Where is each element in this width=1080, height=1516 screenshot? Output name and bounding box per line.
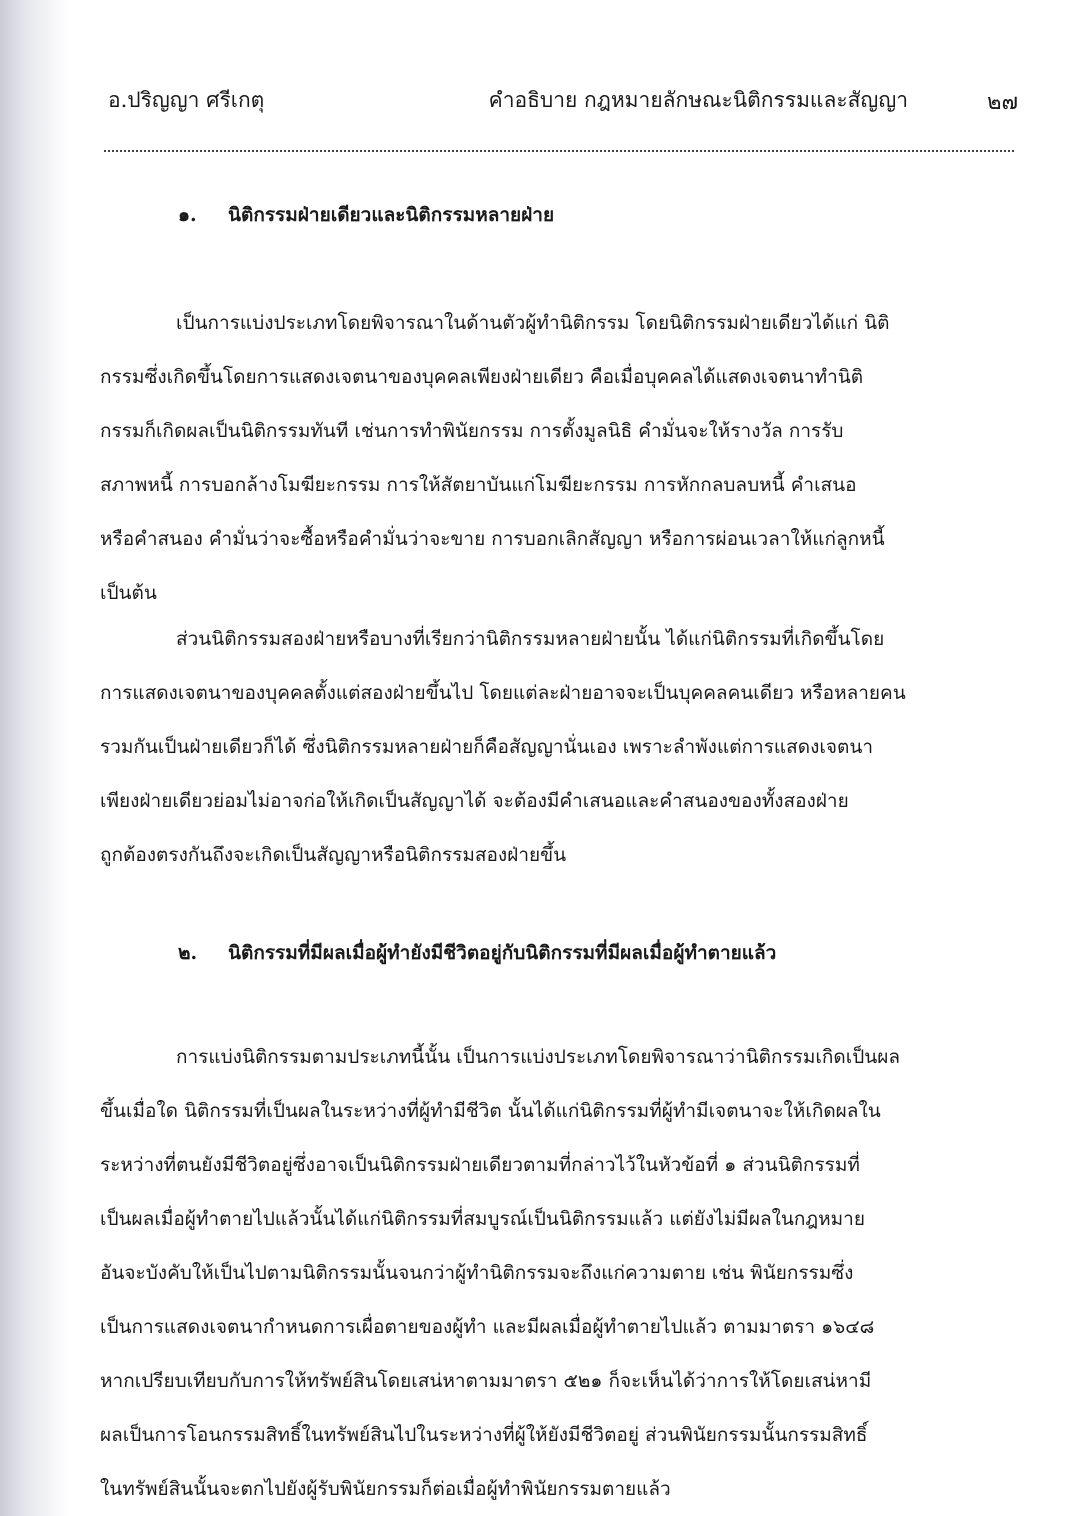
text-line: เพียงฝ่ายเดียวย่อมไม่อาจก่อให้เกิดเป็นสัญญาได้ จะต้องมีคำเสนอและคำสนองของทั้งสองฝ่าย xyxy=(100,790,849,812)
text-line: ขึ้นเมื่อใด นิติกรรมที่เป็นผลในระหว่างที่ผู้ทำมีชีวิต นั้นได้แก่นิติกรรมที่ผู้ทำมีเจตนาจะให้เกิดผลใน xyxy=(100,1100,881,1122)
text-line: สภาพหนี้ การบอกล้างโมฆียะกรรม การให้สัตยาบันแก่โมฆียะกรรม การหักกลบลบหนี้ คำเสนอ xyxy=(100,474,857,496)
section-2-number: ๒. xyxy=(178,942,198,964)
text-line: การแบ่งนิติกรรมตามประเภทนี้นั้น เป็นการแบ่งประเภทโดยพิจารณาว่านิติกรรมเกิดเป็นผล xyxy=(176,1046,901,1068)
section-2-title: นิติกรรมที่มีผลเมื่อผู้ทำยังมีชีวิตอยู่กับนิติกรรมที่มีผลเมื่อผู้ทำตายแล้ว xyxy=(228,942,777,964)
text-line: เป็นผลเมื่อผู้ทำตายไปแล้วนั้นได้แก่นิติกรรมที่สมบูรณ์เป็นนิติกรรมแล้ว แต่ยังไม่มีผลในกฎหมาย xyxy=(100,1208,865,1230)
header-author: อ.ปริญญา ศรีเกตุ xyxy=(108,88,265,112)
text-line: ในทรัพย์สินนั้นจะตกไปยังผู้รับพินัยกรรมก็ต่อเมื่อผู้ทำพินัยกรรมตายแล้ว xyxy=(100,1478,671,1500)
text-line: เป็นการแบ่งประเภทโดยพิจารณาในด้านตัวผู้ทำนิติกรรม โดยนิติกรรมฝ่ายเดียวได้แก่ นิติ xyxy=(176,312,890,334)
text-line: ถูกต้องตรงกันถึงจะเกิดเป็นสัญญาหรือนิติกรรมสองฝ่ายขึ้น xyxy=(100,844,567,866)
page-number: ๒๗ xyxy=(986,90,1018,115)
text-line: การแสดงเจตนาของบุคคลตั้งแต่สองฝ่ายขึ้นไป โดยแต่ละฝ่ายอาจจะเป็นบุคคลคนเดียว หรือหลายคน xyxy=(100,682,906,704)
section-1-heading xyxy=(178,200,554,230)
text-line: อันจะบังคับให้เป็นไปตามนิติกรรมนั้นจนกว่าผู้ทำนิติกรรมจะถึงแก่ความตาย เช่น พินัยกรรมซึ่ง xyxy=(100,1262,854,1284)
text-line: กรรมก็เกิดผลเป็นนิติกรรมทันที เช่นการทำพินัยกรรม การตั้งมูลนิธิ คำมั่นจะให้รางวัล การรับ xyxy=(100,420,844,442)
text-line: เป็นต้น xyxy=(100,582,157,604)
header-title: คำอธิบาย กฎหมายลักษณะนิติกรรมและสัญญา xyxy=(488,88,908,112)
text-line: ผลเป็นการโอนกรรมสิทธิ์ในทรัพย์สินไปในระหว่างที่ผู้ให้ยังมีชีวิตอยู่ ส่วนพินัยกรรมนั้นกรรมสิทธิ์ xyxy=(100,1424,868,1446)
section-2-heading xyxy=(178,938,776,968)
section-2-paragraph-1 xyxy=(100,1030,1012,1516)
section-1-paragraph-1 xyxy=(100,296,1012,620)
text-line: กรรมซึ่งเกิดขึ้นโดยการแสดงเจตนาของบุคคลเพียงฝ่ายเดียว คือเมื่อบุคคลได้แสดงเจตนาทำนิติ xyxy=(100,366,864,388)
text-line: หากเปรียบเทียบกับการให้ทรัพย์สินโดยเสน่หาตามมาตรา ๕๒๑ ก็จะเห็นได้ว่าการให้โดยเสน่หามี xyxy=(100,1370,872,1392)
text-line: ส่วนนิติกรรมสองฝ่ายหรือบางที่เรียกว่านิติกรรมหลายฝ่ายนั้น ได้แก่นิติกรรมที่เกิดขึ้นโดย xyxy=(176,628,885,650)
section-1-number: ๑. xyxy=(178,204,197,226)
text-line: เป็นการแสดงเจตนากำหนดการเผื่อตายของผู้ทำ และมีผลเมื่อผู้ทำตายไปแล้ว ตามมาตรา ๑๖๔๘ xyxy=(100,1316,875,1338)
section-1-title: นิติกรรมฝ่ายเดียวและนิติกรรมหลายฝ่าย xyxy=(228,204,555,226)
text-line: รวมกันเป็นฝ่ายเดียวก็ได้ ซึ่งนิติกรรมหลายฝ่ายก็คือสัญญานั่นเอง เพราะลำพังแต่การแสดงเจตนา xyxy=(100,736,874,758)
text-line: ระหว่างที่ตนยังมีชีวิตอยู่ซึ่งอาจเป็นนิติกรรมฝ่ายเดียวตามที่กล่าวไว้ในหัวข้อที่ ๑ ส่วนนิติกรรมที่ xyxy=(100,1154,860,1176)
header-divider xyxy=(104,150,1014,152)
text-line: หรือคำสนอง คำมั่นว่าจะซื้อหรือคำมั่นว่าจะขาย การบอกเลิกสัญญา หรือการผ่อนเวลาให้แก่ลูกหนี้ xyxy=(100,528,885,550)
page-header xyxy=(108,84,1018,124)
page-edge-shadow xyxy=(0,0,70,1516)
section-1-paragraph-2 xyxy=(100,612,1012,882)
